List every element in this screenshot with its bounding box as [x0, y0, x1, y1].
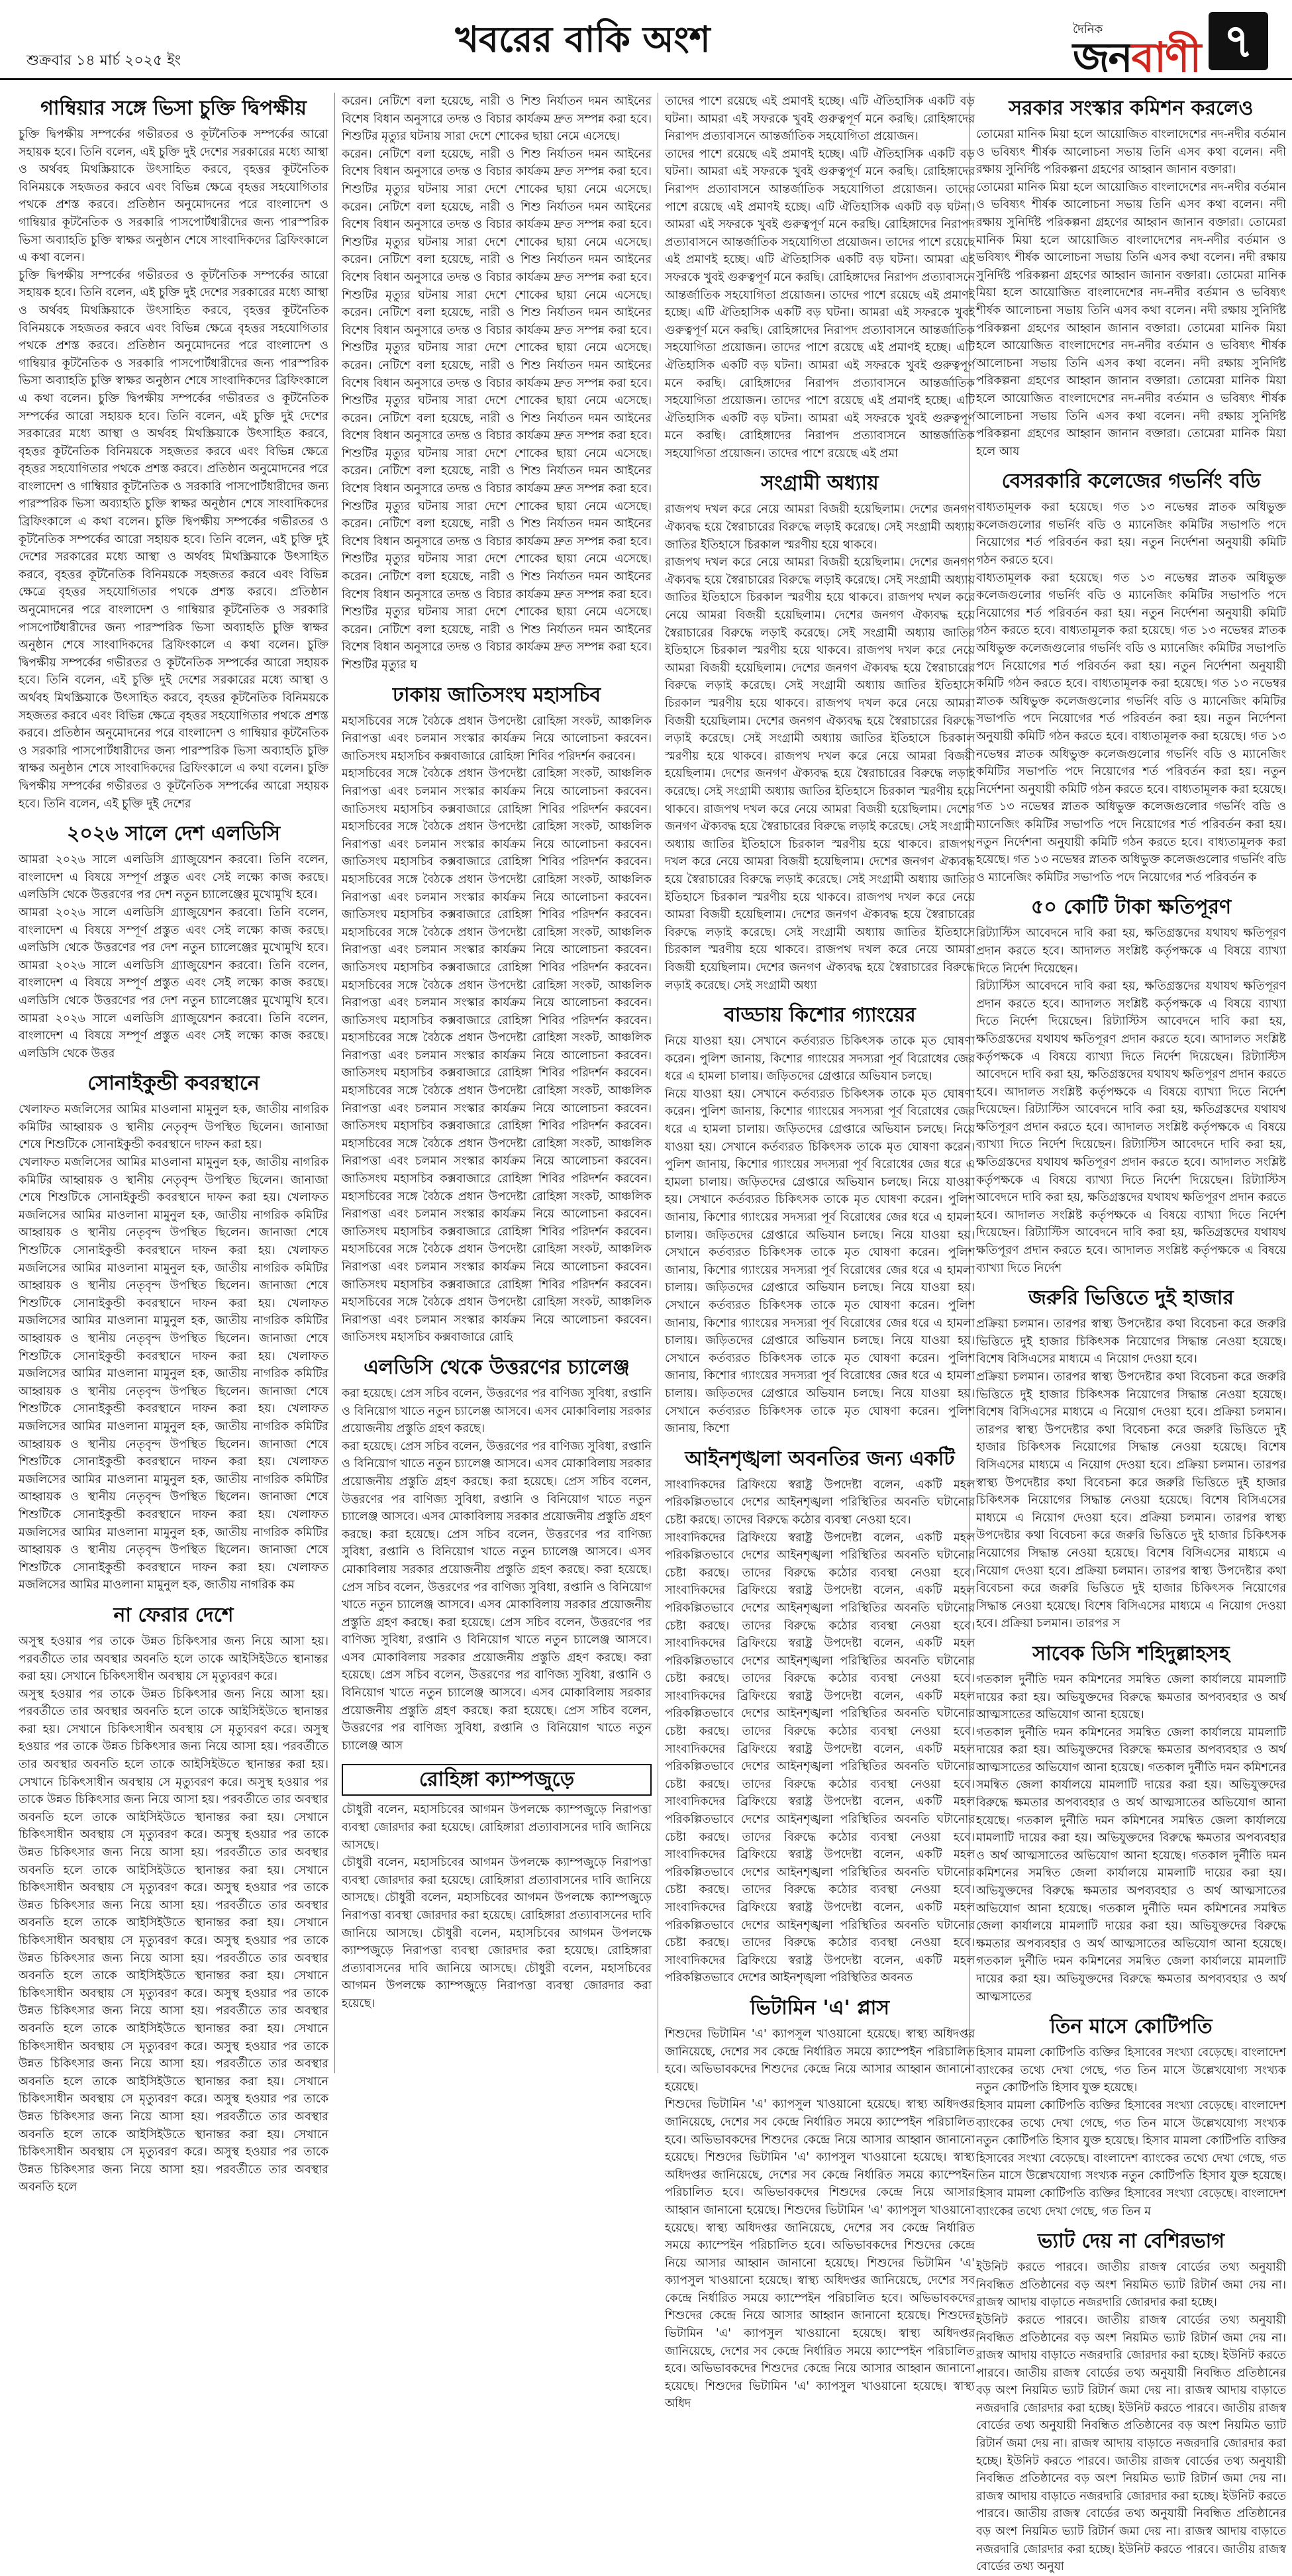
article-headline: জরুরি ভিত্তিতে দুই হাজার	[1028, 1286, 1234, 1310]
article	[976, 470, 1286, 886]
brand-name: জনবাণী	[1073, 33, 1201, 81]
article-continuation: চুক্তি দ্বিপক্ষীয় সম্পর্কের গভীরতর ও কূটনৈতিক সম্পর্কের আরো সহায়ক হবে। তিনি বলেন, এই চুক্তি দুই দেশের সরকারের মধ্যে আস্থা ও অর্থবহ মিথস্ক্রিয়াকে উৎসাহিত করবে, বৃহত্তর কূটনৈতিক বিনিময়কে সহজতর করবে এবং বিভিন্ন ক্ষেত্রে বৃহত্তর সহযোগিতার পথকে প্রশস্ত করবে। প্রতিষ্ঠান অনুমোদনের পরে বাংলাদেশ ও গাম্বিয়ার কূটনৈতিক ও সরকারি পাসপোর্টধারীদের জন্য পারস্পরিক ভিসা অব্যাহতি চুক্তি স্বাক্ষর অনুষ্ঠান শেষে সাংবাদিকদের ব্রিফিংকালে এ কথা বলেন। চুক্তি দ্বিপক্ষীয় সম্পর্কের গভীরতর ও কূটনৈতিক সম্পর্কের আরো সহায়ক হবে। তিনি বলেন, এই চুক্তি দুই দেশের সরকারের মধ্যে আস্থা ও অর্থবহ মিথস্ক্রিয়াকে উৎসাহিত করবে, বৃহত্তর কূটনৈতিক বিনিময়কে সহজতর করবে এবং বিভিন্ন ক্ষেত্রে বৃহত্তর সহযোগিতার পথকে প্রশস্ত করবে। প্রতিষ্ঠান অনুমোদনের পরে বাংলাদেশ ও গাম্বিয়ার কূটনৈতিক ও সরকারি পাসপোর্টধারীদের জন্য পারস্পরিক ভিসা অব্যাহতি চুক্তি স্বাক্ষর অনুষ্ঠান শেষে সাংবাদিকদের ব্রিফিংকালে এ কথা বলেন। চুক্তি দ্বিপক্ষীয় সম্পর্কের গভীরতর ও কূটনৈতিক সম্পর্কের আরো সহায়ক হবে। তিনি বলেন, এই চুক্তি দুই দেশের সরকারের মধ্যে আস্থা ও অর্থবহ মিথস্ক্রিয়াকে উৎসাহিত করবে, বৃহত্তর কূটনৈতিক বিনিময়কে সহজতর করবে এবং বিভিন্ন ক্ষেত্রে বৃহত্তর সহযোগিতার পথকে প্রশস্ত করবে। প্রতিষ্ঠান অনুমোদনের পরে বাংলাদেশ ও গাম্বিয়ার কূটনৈতিক ও সরকারি পাসপোর্টধারীদের জন্য পারস্পরিক ভিসা অব্যাহতি চুক্তি স্বাক্ষর অনুষ্ঠান শেষে সাংবাদিকদের ব্রিফিংকালে এ কথা বলেন। চুক্তি দ্বিপক্ষীয় সম্পর্কের গভীরতর ও কূটনৈতিক সম্পর্কের আরো সহায়ক হবে। তিনি বলেন, এই চুক্তি দুই দেশের সরকারের মধ্যে আস্থা ও অর্থবহ মিথস্ক্রিয়াকে উৎসাহিত করবে, বৃহত্তর কূটনৈতিক বিনিময়কে সহজতর করবে এবং বিভিন্ন ক্ষেত্রে বৃহত্তর সহযোগিতার পথকে প্রশস্ত করবে। প্রতিষ্ঠান অনুমোদনের পরে বাংলাদেশ ও গাম্বিয়ার কূটনৈতিক ও সরকারি পাসপোর্টধারীদের জন্য পারস্পরিক ভিসা অব্যাহতি চুক্তি স্বাক্ষর অনুষ্ঠান শেষে সাংবাদিকদের ব্রিফিংকালে এ কথা বলেন। চুক্তি দ্বিপক্ষীয় সম্পর্কের গভীরতর ও কূটনৈতিক সম্পর্কের আরো সহায়ক হবে। তিনি বলেন, এই চুক্তি দুই দেশের	[19, 268, 328, 811]
article	[19, 1604, 328, 2196]
article-body: করেন। নেটিশে বলা হয়েছে, নারী ও শিশু নির্যাতন দমন আইনের বিশেষ বিধান অনুসারে তদন্ত ও বিচার কার্যক্রম দ্রুত সম্পন্ন করা হবে। শিশুটির মৃত্যুর ঘটনায় সারা দেশে শোকের ছায়া নেমে এসেছে।	[342, 95, 652, 144]
article-continuation: হিসাব মামলা কোটিপতি ব্যক্তির হিসাবের সংখ্যা বেড়েছে। বাংলাদেশ ব্যাংকের তথ্যে দেখা গেছে, গত তিন মাসে উল্লেখযোগ্য সংখ্যক নতুন কোটিপতি হিসাব যুক্ত হয়েছে। হিসাব মামলা কোটিপতি ব্যক্তির হিসাবের সংখ্যা বেড়েছে। বাংলাদেশ ব্যাংকের তথ্যে দেখা গেছে, গত তিন মাসে উল্লেখযোগ্য সংখ্যক নতুন কোটিপতি হিসাব যুক্ত হয়েছে। হিসাব মামলা কোটিপতি ব্যক্তির হিসাবের সংখ্যা বেড়েছে। বাংলাদেশ ব্যাংকের তথ্যে দেখা গেছে, গত তিন ম	[976, 2098, 1286, 2218]
article-headline: সোনাইকুন্ডী কবরস্থানে	[87, 1072, 260, 1096]
article	[976, 1286, 1286, 1633]
article-continuation: প্রক্রিয়া চলমান। তারপর স্বাস্থ্য উপদেষ্টার কথা বিবেচনা করে জরুরি ভিত্তিতে দুই হাজার চিকিৎসক নিয়োগের সিদ্ধান্ত নেওয়া হয়েছে। বিশেষ বিসিএসের মাধ্যমে এ নিয়োগ দেওয়া হবে। প্রক্রিয়া চলমান। তারপর স্বাস্থ্য উপদেষ্টার কথা বিবেচনা করে জরুরি ভিত্তিতে দুই হাজার চিকিৎসক নিয়োগের সিদ্ধান্ত নেওয়া হয়েছে। বিশেষ বিসিএসের মাধ্যমে এ নিয়োগ দেওয়া হবে। প্রক্রিয়া চলমান। তারপর স্বাস্থ্য উপদেষ্টার কথা বিবেচনা করে জরুরি ভিত্তিতে দুই হাজার চিকিৎসক নিয়োগের সিদ্ধান্ত নেওয়া হয়েছে। বিশেষ বিসিএসের মাধ্যমে এ নিয়োগ দেওয়া হবে। প্রক্রিয়া চলমান। তারপর স্বাস্থ্য উপদেষ্টার কথা বিবেচনা করে জরুরি ভিত্তিতে দুই হাজার চিকিৎসক নিয়োগের সিদ্ধান্ত নেওয়া হয়েছে। বিশেষ বিসিএসের মাধ্যমে এ নিয়োগ দেওয়া হবে। প্রক্রিয়া চলমান। তারপর স্বাস্থ্য উপদেষ্টার কথা বিবেচনা করে জরুরি ভিত্তিতে দুই হাজার চিকিৎসক নিয়োগের সিদ্ধান্ত নেওয়া হয়েছে। বিশেষ বিসিএসের মাধ্যমে এ নিয়োগ দেওয়া হবে। প্রক্রিয়া চলমান। তারপর স	[976, 1370, 1286, 1631]
article-continuation: রিট্যাস্টিস আবেদনে দাবি করা হয়, ক্ষতিগ্রস্তদের যথাযথ ক্ষতিপূরণ প্রদান করতে হবে। আদালত সংশ্লিষ্ট কর্তৃপক্ষকে এ বিষয়ে ব্যাখ্যা দিতে নির্দেশ দিয়েছেন। রিট্যাস্টিস আবেদনে দাবি করা হয়, ক্ষতিগ্রস্তদের যথাযথ ক্ষতিপূরণ প্রদান করতে হবে। আদালত সংশ্লিষ্ট কর্তৃপক্ষকে এ বিষয়ে ব্যাখ্যা দিতে নির্দেশ দিয়েছেন। রিট্যাস্টিস আবেদনে দাবি করা হয়, ক্ষতিগ্রস্তদের যথাযথ ক্ষতিপূরণ প্রদান করতে হবে। আদালত সংশ্লিষ্ট কর্তৃপক্ষকে এ বিষয়ে ব্যাখ্যা দিতে নির্দেশ দিয়েছেন। রিট্যাস্টিস আবেদনে দাবি করা হয়, ক্ষতিগ্রস্তদের যথাযথ ক্ষতিপূরণ প্রদান করতে হবে। আদালত সংশ্লিষ্ট কর্তৃপক্ষকে এ বিষয়ে ব্যাখ্যা দিতে নির্দেশ দিয়েছেন। রিট্যাস্টিস আবেদনে দাবি করা হয়, ক্ষতিগ্রস্তদের যথাযথ ক্ষতিপূরণ প্রদান করতে হবে। আদালত সংশ্লিষ্ট কর্তৃপক্ষকে এ বিষয়ে ব্যাখ্যা দিতে নির্দেশ দিয়েছেন। রিট্যাস্টিস আবেদনে দাবি করা হয়, ক্ষতিগ্রস্তদের যথাযথ ক্ষতিপূরণ প্রদান করতে হবে। আদালত সংশ্লিষ্ট কর্তৃপক্ষকে এ বিষয়ে ব্যাখ্যা দিতে নির্দেশ দিয়েছেন। রিট্যাস্টিস আবেদনে দাবি করা হয়, ক্ষতিগ্রস্তদের যথাযথ ক্ষতিপূরণ প্রদান করতে হবে। আদালত সংশ্লিষ্ট কর্তৃপক্ষকে এ বিষয়ে ব্যাখ্যা দিতে নির্দেশ	[976, 980, 1286, 1275]
brand-prefix: দৈনিক	[1073, 23, 1103, 36]
column-divider	[334, 93, 335, 2073]
article-headline: সাবেক ডিসি শহিদুল্লাহসহ	[1032, 1641, 1230, 1665]
masthead	[0, 0, 1292, 80]
article-headline: ভ্যাট দেয় না বেশিরভাগ	[1037, 2230, 1225, 2253]
article-headline: আইনশৃঙ্খলা অবনতির জন্য একটি	[685, 1447, 955, 1470]
article-body: করা হয়েছে। প্রেস সচিব বলেন, উত্তরণের পর বাণিজ্য সুবিধা, রপ্তানি ও বিনিয়োগ খাতে নতুন চ্যালেঞ্জ আসবে। এসব মোকাবিলায় সরকার প্রয়োজনীয় প্রস্তুতি গ্রহণ করছে।	[342, 1386, 652, 1436]
article-continuation: তাদের পাশে রয়েছে এই প্রমাণই হচ্ছে। এটি ঐতিহাসিক একটি বড় ঘটনা। আমরা এই সফরকে খুবই গুরুত্বপূর্ণ মনে করছি। রোহিঙ্গাদের নিরাপদ প্রত্যাবাসনে আন্তর্জাতিক সহযোগিতা প্রয়োজন। তাদের পাশে রয়েছে এই প্রমাণই হচ্ছে। এটি ঐতিহাসিক একটি বড় ঘটনা। আমরা এই সফরকে খুবই গুরুত্বপূর্ণ মনে করছি। রোহিঙ্গাদের নিরাপদ প্রত্যাবাসনে আন্তর্জাতিক সহযোগিতা প্রয়োজন। তাদের পাশে রয়েছে এই প্রমাণই হচ্ছে। এটি ঐতিহাসিক একটি বড় ঘটনা। আমরা এই সফরকে খুবই গুরুত্বপূর্ণ মনে করছি। রোহিঙ্গাদের নিরাপদ প্রত্যাবাসনে আন্তর্জাতিক সহযোগিতা প্রয়োজন। তাদের পাশে রয়েছে এই প্রমাণই হচ্ছে। এটি ঐতিহাসিক একটি বড় ঘটনা। আমরা এই সফরকে খুবই গুরুত্বপূর্ণ মনে করছি। রোহিঙ্গাদের নিরাপদ প্রত্যাবাসনে আন্তর্জাতিক সহযোগিতা প্রয়োজন। তাদের পাশে রয়েছে এই প্রমাণই হচ্ছে। এটি ঐতিহাসিক একটি বড় ঘটনা। আমরা এই সফরকে খুবই গুরুত্বপূর্ণ মনে করছি। রোহিঙ্গাদের নিরাপদ প্রত্যাবাসনে আন্তর্জাতিক সহযোগিতা প্রয়োজন। তাদের পাশে রয়েছে এই প্রমাণই হচ্ছে। এটি ঐতিহাসিক একটি বড় ঘটনা। আমরা এই সফরকে খুবই গুরুত্বপূর্ণ মনে করছি। রোহিঙ্গাদের নিরাপদ প্রত্যাবাসনে আন্তর্জাতিক সহযোগিতা প্রয়োজন। তাদের পাশে রয়েছে এই প্রমা	[665, 147, 975, 460]
column-4	[976, 93, 1286, 2574]
article-body: শিশুদের ভিটামিন 'এ' ক্যাপসুল খাওয়ানো হয়েছে। স্বাস্থ্য অধিদপ্তর জানিয়েছে, দেশের সব কেন্দ্রে নির্ধারিত সময়ে ক্যাম্পেইন পরিচালিত হবে। অভিভাবকদের শিশুদের কেন্দ্রে নিয়ে আসার আহ্বান জানানো হয়েছে।	[665, 2027, 975, 2094]
article	[976, 1642, 1286, 2006]
article-body: রাজপথ দখল করে নেয়ে আমরা বিজয়ী হয়েছিলাম। দেশের জনগণ ঐক্যবদ্ধ হয়ে স্বৈরাচারের বিরুদ্ধে লড়াই করেছে। সেই সংগ্রামী অধ্যায় জাতির ইতিহাসে চিরকাল স্মরণীয় হয়ে থাকবে।	[665, 503, 975, 552]
section-title: খবরের বাকি অংশ	[455, 19, 711, 60]
column-1	[19, 93, 328, 2194]
article-body: বাধ্যতামূলক করা হয়েছে। গত ১৩ নভেম্বর স্নাতক অধিভুক্ত কলেজগুলোর গভর্নিং বডি ও ম্যানেজিং কমিটির সভাপতি পদে নিয়োগের শর্ত পরিবর্তন করা হয়। নতুন নির্দেশনা অনুযায়ী কমিটি গঠন করতে হবে।	[976, 501, 1286, 568]
article-continuation: খেলাফত মজলিসের আমির মাওলানা মামুনুল হক, জাতীয় নাগরিক কমিটির আহ্বায়ক ও স্থানীয় নেতৃবৃন্দ উপস্থিত ছিলেন। জানাজা শেষে শিশুটিকে সোনাইকুন্ডী কবরস্থানে দাফন করা হয়। খেলাফত মজলিসের আমির মাওলানা মামুনুল হক, জাতীয় নাগরিক কমিটির আহ্বায়ক ও স্থানীয় নেতৃবৃন্দ উপস্থিত ছিলেন। জানাজা শেষে শিশুটিকে সোনাইকুন্ডী কবরস্থানে দাফন করা হয়। খেলাফত মজলিসের আমির মাওলানা মামুনুল হক, জাতীয় নাগরিক কমিটির আহ্বায়ক ও স্থানীয় নেতৃবৃন্দ উপস্থিত ছিলেন। জানাজা শেষে শিশুটিকে সোনাইকুন্ডী কবরস্থানে দাফন করা হয়। খেলাফত মজলিসের আমির মাওলানা মামুনুল হক, জাতীয় নাগরিক কমিটির আহ্বায়ক ও স্থানীয় নেতৃবৃন্দ উপস্থিত ছিলেন। জানাজা শেষে শিশুটিকে সোনাইকুন্ডী কবরস্থানে দাফন করা হয়। খেলাফত মজলিসের আমির মাওলানা মামুনুল হক, জাতীয় নাগরিক কমিটির আহ্বায়ক ও স্থানীয় নেতৃবৃন্দ উপস্থিত ছিলেন। জানাজা শেষে শিশুটিকে সোনাইকুন্ডী কবরস্থানে দাফন করা হয়। খেলাফত মজলিসের আমির মাওলানা মামুনুল হক, জাতীয় নাগরিক কমিটির আহ্বায়ক ও স্থানীয় নেতৃবৃন্দ উপস্থিত ছিলেন। জানাজা শেষে শিশুটিকে সোনাইকুন্ডী কবরস্থানে দাফন করা হয়। খেলাফত মজলিসের আমির মাওলানা মামুনুল হক, জাতীয় নাগরিক কমিটির আহ্বায়ক ও স্থানীয় নেতৃবৃন্দ উপস্থিত ছিলেন। জানাজা শেষে শিশুটিকে সোনাইকুন্ডী কবরস্থানে দাফন করা হয়। খেলাফত মজলিসের আমির মাওলানা মামুনুল হক, জাতীয় নাগরিক কমিটির আহ্বায়ক ও স্থানীয় নেতৃবৃন্দ উপস্থিত ছিলেন। জানাজা শেষে শিশুটিকে সোনাইকুন্ডী কবরস্থানে দাফন করা হয়। খেলাফত মজলিসের আমির মাওলানা মামুনুল হক, জাতীয় নাগরিক কম	[19, 1156, 328, 1592]
article	[19, 97, 328, 813]
article-continuation: ইউনিট করতে পারবে। জাতীয় রাজস্ব বোর্ডের তথ্য অনুযায়ী নিবন্ধিত প্রতিষ্ঠানের বড় অংশ নিয়মিত ভ্যাট রিটার্ন জমা দেয় না। রাজস্ব আদায় বাড়াতে নজরদারি জোরদার করা হচ্ছে। ইউনিট করতে পারবে। জাতীয় রাজস্ব বোর্ডের তথ্য অনুযায়ী নিবন্ধিত প্রতিষ্ঠানের বড় অংশ নিয়মিত ভ্যাট রিটার্ন জমা দেয় না। রাজস্ব আদায় বাড়াতে নজরদারি জোরদার করা হচ্ছে। ইউনিট করতে পারবে। জাতীয় রাজস্ব বোর্ডের তথ্য অনুযায়ী নিবন্ধিত প্রতিষ্ঠানের বড় অংশ নিয়মিত ভ্যাট রিটার্ন জমা দেয় না। রাজস্ব আদায় বাড়াতে নজরদারি জোরদার করা হচ্ছে। ইউনিট করতে পারবে। জাতীয় রাজস্ব বোর্ডের তথ্য অনুযায়ী নিবন্ধিত প্রতিষ্ঠানের বড় অংশ নিয়মিত ভ্যাট রিটার্ন জমা দেয় না। রাজস্ব আদায় বাড়াতে নজরদারি জোরদার করা হচ্ছে। ইউনিট করতে পারবে। জাতীয় রাজস্ব বোর্ডের তথ্য অনুযায়ী নিবন্ধিত প্রতিষ্ঠানের বড় অংশ নিয়মিত ভ্যাট রিটার্ন জমা দেয় না। রাজস্ব আদায় বাড়াতে নজরদারি জোরদার করা হচ্ছে। ইউনিট করতে পারবে। জাতীয় রাজস্ব বোর্ডের তথ্য অনুযা	[976, 2313, 1286, 2574]
article-headline: রোহিঙ্গা ক্যাম্পজুড়ে	[342, 1764, 652, 1796]
article-continuation: গতকাল দুর্নীতি দমন কমিশনের সমন্বিত জেলা কার্যালয়ে মামলাটি দায়ের করা হয়। অভিযুক্তদের বিরুদ্ধে ক্ষমতার অপব্যবহার ও অর্থ আত্মসাতের অভিযোগ আনা হয়েছে। গতকাল দুর্নীতি দমন কমিশনের সমন্বিত জেলা কার্যালয়ে মামলাটি দায়ের করা হয়। অভিযুক্তদের বিরুদ্ধে ক্ষমতার অপব্যবহার ও অর্থ আত্মসাতের অভিযোগ আনা হয়েছে। গতকাল দুর্নীতি দমন কমিশনের সমন্বিত জেলা কার্যালয়ে মামলাটি দায়ের করা হয়। অভিযুক্তদের বিরুদ্ধে ক্ষমতার অপব্যবহার ও অর্থ আত্মসাতের অভিযোগ আনা হয়েছে। গতকাল দুর্নীতি দমন কমিশনের সমন্বিত জেলা কার্যালয়ে মামলাটি দায়ের করা হয়। অভিযুক্তদের বিরুদ্ধে ক্ষমতার অপব্যবহার ও অর্থ আত্মসাতের অভিযোগ আনা হয়েছে। গতকাল দুর্নীতি দমন কমিশনের সমন্বিত জেলা কার্যালয়ে মামলাটি দায়ের করা হয়। অভিযুক্তদের বিরুদ্ধে ক্ষমতার অপব্যবহার ও অর্থ আত্মসাতের অভিযোগ আনা হয়েছে। গতকাল দুর্নীতি দমন কমিশনের সমন্বিত জেলা কার্যালয়ে মামলাটি দায়ের করা হয়। অভিযুক্তদের বিরুদ্ধে ক্ষমতার অপব্যবহার ও অর্থ আত্মসাতের	[976, 1726, 1286, 2004]
article	[665, 1447, 975, 1987]
article-headline: ২০২৬ সালে দেশ এলডিসি	[66, 822, 281, 846]
article-headline: ভিটামিন 'এ' প্লাস	[750, 1996, 890, 2020]
article-headline: বাড্ডায় কিশোর গ্যাংয়ের	[724, 1004, 916, 1027]
article-headline: ঢাকায় জাতিসংঘ মহাসচিব	[392, 683, 601, 707]
article-body: নিয়ে যাওয়া হয়। সেখানে কর্তব্যরত চিকিৎসক তাকে মৃত ঘোষণা করেন। পুলিশ জানায়, কিশোর গ্যাংয়ের সদস্যরা পূর্ব বিরোধের জের ধরে এ হামলা চালায়। জড়িতদের গ্রেপ্তারে অভিযান চলছে।	[665, 1035, 975, 1084]
article-headline: গাম্বিয়ার সঙ্গে ভিসা চুক্তি দ্বিপক্ষীয়	[40, 97, 307, 120]
article-continuation: তোমেরা মানিক মিয়া হলে আয়োজিত বাংলাদেশের নদ-নদীর বর্তমান ও ভবিষ্যৎ শীর্ষক আলোচনা সভায় তিনি এসব কথা বলেন। নদী রক্ষায় সুনির্দিষ্ট পরিকল্পনা গ্রহণের আহ্বান জানান বক্তারা। তোমেরা মানিক মিয়া হলে আয়োজিত বাংলাদেশের নদ-নদীর বর্তমান ও ভবিষ্যৎ শীর্ষক আলোচনা সভায় তিনি এসব কথা বলেন। নদী রক্ষায় সুনির্দিষ্ট পরিকল্পনা গ্রহণের আহ্বান জানান বক্তারা। তোমেরা মানিক মিয়া হলে আয়োজিত বাংলাদেশের নদ-নদীর বর্তমান ও ভবিষ্যৎ শীর্ষক আলোচনা সভায় তিনি এসব কথা বলেন। নদী রক্ষায় সুনির্দিষ্ট পরিকল্পনা গ্রহণের আহ্বান জানান বক্তারা। তোমেরা মানিক মিয়া হলে আয়োজিত বাংলাদেশের নদ-নদীর বর্তমান ও ভবিষ্যৎ শীর্ষক আলোচনা সভায় তিনি এসব কথা বলেন। নদী রক্ষায় সুনির্দিষ্ট পরিকল্পনা গ্রহণের আহ্বান জানান বক্তারা। তোমেরা মানিক মিয়া হলে আয়োজিত বাংলাদেশের নদ-নদীর বর্তমান ও ভবিষ্যৎ শীর্ষক আলোচনা সভায় তিনি এসব কথা বলেন। নদী রক্ষায় সুনির্দিষ্ট পরিকল্পনা গ্রহণের আহ্বান জানান বক্তারা। তোমেরা মানিক মিয়া হলে আয	[976, 180, 1286, 458]
article	[19, 822, 328, 1062]
article	[976, 2015, 1286, 2220]
article	[976, 896, 1286, 1277]
article-continuation: বাধ্যতামূলক করা হয়েছে। গত ১৩ নভেম্বর স্নাতক অধিভুক্ত কলেজগুলোর গভর্নিং বডি ও ম্যানেজিং কমিটির সভাপতি পদে নিয়োগের শর্ত পরিবর্তন করা হয়। নতুন নির্দেশনা অনুযায়ী কমিটি গঠন করতে হবে। বাধ্যতামূলক করা হয়েছে। গত ১৩ নভেম্বর স্নাতক অধিভুক্ত কলেজগুলোর গভর্নিং বডি ও ম্যানেজিং কমিটির সভাপতি পদে নিয়োগের শর্ত পরিবর্তন করা হয়। নতুন নির্দেশনা অনুযায়ী কমিটি গঠন করতে হবে। বাধ্যতামূলক করা হয়েছে। গত ১৩ নভেম্বর স্নাতক অধিভুক্ত কলেজগুলোর গভর্নিং বডি ও ম্যানেজিং কমিটির সভাপতি পদে নিয়োগের শর্ত পরিবর্তন করা হয়। নতুন নির্দেশনা অনুযায়ী কমিটি গঠন করতে হবে। বাধ্যতামূলক করা হয়েছে। গত ১৩ নভেম্বর স্নাতক অধিভুক্ত কলেজগুলোর গভর্নিং বডি ও ম্যানেজিং কমিটির সভাপতি পদে নিয়োগের শর্ত পরিবর্তন করা হয়। নতুন নির্দেশনা অনুযায়ী কমিটি গঠন করতে হবে। বাধ্যতামূলক করা হয়েছে। গত ১৩ নভেম্বর স্নাতক অধিভুক্ত কলেজগুলোর গভর্নিং বডি ও ম্যানেজিং কমিটির সভাপতি পদে নিয়োগের শর্ত পরিবর্তন করা হয়। নতুন নির্দেশনা অনুযায়ী কমিটি গঠন করতে হবে। বাধ্যতামূলক করা হয়েছে। গত ১৩ নভেম্বর স্নাতক অধিভুক্ত কলেজগুলোর গভর্নিং বডি ও ম্যানেজিং কমিটির সভাপতি পদে নিয়োগের শর্ত পরিবর্তন ক	[976, 571, 1286, 884]
article-continuation: মহাসচিবের সঙ্গে বৈঠকে প্রধান উপদেষ্টা রোহিঙ্গা সংকট, আঞ্চলিক নিরাপত্তা এবং চলমান সংস্কার কার্যক্রম নিয়ে আলোচনা করবেন। জাতিসংঘ মহাসচিব কক্সবাজারে রোহিঙ্গা শিবির পরিদর্শন করবেন। মহাসচিবের সঙ্গে বৈঠকে প্রধান উপদেষ্টা রোহিঙ্গা সংকট, আঞ্চলিক নিরাপত্তা এবং চলমান সংস্কার কার্যক্রম নিয়ে আলোচনা করবেন। জাতিসংঘ মহাসচিব কক্সবাজারে রোহিঙ্গা শিবির পরিদর্শন করবেন। মহাসচিবের সঙ্গে বৈঠকে প্রধান উপদেষ্টা রোহিঙ্গা সংকট, আঞ্চলিক নিরাপত্তা এবং চলমান সংস্কার কার্যক্রম নিয়ে আলোচনা করবেন। জাতিসংঘ মহাসচিব কক্সবাজারে রোহিঙ্গা শিবির পরিদর্শন করবেন। মহাসচিবের সঙ্গে বৈঠকে প্রধান উপদেষ্টা রোহিঙ্গা সংকট, আঞ্চলিক নিরাপত্তা এবং চলমান সংস্কার কার্যক্রম নিয়ে আলোচনা করবেন। জাতিসংঘ মহাসচিব কক্সবাজারে রোহিঙ্গা শিবির পরিদর্শন করবেন। মহাসচিবের সঙ্গে বৈঠকে প্রধান উপদেষ্টা রোহিঙ্গা সংকট, আঞ্চলিক নিরাপত্তা এবং চলমান সংস্কার কার্যক্রম নিয়ে আলোচনা করবেন। জাতিসংঘ মহাসচিব কক্সবাজারে রোহিঙ্গা শিবির পরিদর্শন করবেন। মহাসচিবের সঙ্গে বৈঠকে প্রধান উপদেষ্টা রোহিঙ্গা সংকট, আঞ্চলিক নিরাপত্তা এবং চলমান সংস্কার কার্যক্রম নিয়ে আলোচনা করবেন। জাতিসংঘ মহাসচিব কক্সবাজারে রোহিঙ্গা শিবির পরিদর্শন করবেন। মহাসচিবের সঙ্গে বৈঠকে প্রধান উপদেষ্টা রোহিঙ্গা সংকট, আঞ্চলিক নিরাপত্তা এবং চলমান সংস্কার কার্যক্রম নিয়ে আলোচনা করবেন। জাতিসংঘ মহাসচিব কক্সবাজারে রোহিঙ্গা শিবির পরিদর্শন করবেন। মহাসচিবের সঙ্গে বৈঠকে প্রধান উপদেষ্টা রোহিঙ্গা সংকট, আঞ্চলিক নিরাপত্তা এবং চলমান সংস্কার কার্যক্রম নিয়ে আলোচনা করবেন। জাতিসংঘ মহাসচিব কক্সবাজারে রোহিঙ্গা শিবির পরিদর্শন করবেন। মহাসচিবের সঙ্গে বৈঠকে প্রধান উপদেষ্টা রোহিঙ্গা সংকট, আঞ্চলিক নিরাপত্তা এবং চলমান সংস্কার কার্যক্রম নিয়ে আলোচনা করবেন। জাতিসংঘ মহাসচিব কক্সবাজারে রোহিঙ্গা শিবির পরিদর্শন করবেন। মহাসচিবের সঙ্গে বৈঠকে প্রধান উপদেষ্টা রোহিঙ্গা সংকট, আঞ্চলিক নিরাপত্তা এবং চলমান সংস্কার কার্যক্রম নিয়ে আলোচনা করবেন। জাতিসংঘ মহাসচিব কক্সবাজারে রোহিঙ্গা শিবির পরিদর্শন করবেন। মহাসচিবের সঙ্গে বৈঠকে প্রধান উপদেষ্টা রোহিঙ্গা সংকট, আঞ্চলিক নিরাপত্তা এবং চলমান সংস্কার কার্যক্রম নিয়ে আলোচনা করবেন। জাতিসংঘ মহাসচিব কক্সবাজারে রোহি	[342, 767, 652, 1345]
article-body: মহাসচিবের সঙ্গে বৈঠকে প্রধান উপদেষ্টা রোহিঙ্গা সংকট, আঞ্চলিক নিরাপত্তা এবং চলমান সংস্কার কার্যক্রম নিয়ে আলোচনা করবেন। জাতিসংঘ মহাসচিব কক্সবাজারে রোহিঙ্গা শিবির পরিদর্শন করবেন।	[342, 714, 652, 763]
article	[665, 472, 975, 994]
article-headline: সংগ্রামী অধ্যায়	[761, 472, 879, 495]
article-body: চুক্তি দ্বিপক্ষীয় সম্পর্কের গভীরতর ও কূটনৈতিক সম্পর্কের আরো সহায়ক হবে। তিনি বলেন, এই চুক্তি দুই দেশের সরকারের মধ্যে আস্থা ও অর্থবহ মিথস্ক্রিয়াকে উৎসাহিত করবে, বৃহত্তর কূটনৈতিক বিনিময়কে সহজতর করবে এবং বিভিন্ন ক্ষেত্রে বৃহত্তর সহযোগিতার পথকে প্রশস্ত করবে। প্রতিষ্ঠান অনুমোদনের পরে বাংলাদেশ ও গাম্বিয়ার কূটনৈতিক ও সরকারি পাসপোর্টধারীদের জন্য পারস্পরিক ভিসা অব্যাহতি চুক্তি স্বাক্ষর অনুষ্ঠান শেষে সাংবাদিকদের ব্রিফিংকালে এ কথা বলেন।	[19, 128, 328, 265]
article-continuation: শিশুদের ভিটামিন 'এ' ক্যাপসুল খাওয়ানো হয়েছে। স্বাস্থ্য অধিদপ্তর জানিয়েছে, দেশের সব কেন্দ্রে নির্ধারিত সময়ে ক্যাম্পেইন পরিচালিত হবে। অভিভাবকদের শিশুদের কেন্দ্রে নিয়ে আসার আহ্বান জানানো হয়েছে। শিশুদের ভিটামিন 'এ' ক্যাপসুল খাওয়ানো হয়েছে। স্বাস্থ্য অধিদপ্তর জানিয়েছে, দেশের সব কেন্দ্রে নির্ধারিত সময়ে ক্যাম্পেইন পরিচালিত হবে। অভিভাবকদের শিশুদের কেন্দ্রে নিয়ে আসার আহ্বান জানানো হয়েছে। শিশুদের ভিটামিন 'এ' ক্যাপসুল খাওয়ানো হয়েছে। স্বাস্থ্য অধিদপ্তর জানিয়েছে, দেশের সব কেন্দ্রে নির্ধারিত সময়ে ক্যাম্পেইন পরিচালিত হবে। অভিভাবকদের শিশুদের কেন্দ্রে নিয়ে আসার আহ্বান জানানো হয়েছে। শিশুদের ভিটামিন 'এ' ক্যাপসুল খাওয়ানো হয়েছে। স্বাস্থ্য অধিদপ্তর জানিয়েছে, দেশের সব কেন্দ্রে নির্ধারিত সময়ে ক্যাম্পেইন পরিচালিত হবে। অভিভাবকদের শিশুদের কেন্দ্রে নিয়ে আসার আহ্বান জানানো হয়েছে। শিশুদের ভিটামিন 'এ' ক্যাপসুল খাওয়ানো হয়েছে। স্বাস্থ্য অধিদপ্তর জানিয়েছে, দেশের সব কেন্দ্রে নির্ধারিত সময়ে ক্যাম্পেইন পরিচালিত হবে। অভিভাবকদের শিশুদের কেন্দ্রে নিয়ে আসার আহ্বান জানানো হয়েছে। শিশুদের ভিটামিন 'এ' ক্যাপসুল খাওয়ানো হয়েছে। স্বাস্থ্য অধিদ	[665, 2098, 975, 2411]
page-number: ৭	[1209, 12, 1268, 70]
article-headline: এলডিসি থেকে উত্তরণের চ্যালেঞ্জ	[364, 1355, 630, 1379]
article	[342, 1764, 652, 2012]
article-continuation: সাংবাদিকদের ব্রিফিংয়ে স্বরাষ্ট্র উপদেষ্টা বলেন, একটি মহল পরিকল্পিতভাবে দেশের আইনশৃঙ্খলা পরিস্থিতির অবনতি ঘটানোর চেষ্টা করছে। তাদের বিরুদ্ধে কঠোর ব্যবস্থা নেওয়া হবে। সাংবাদিকদের ব্রিফিংয়ে স্বরাষ্ট্র উপদেষ্টা বলেন, একটি মহল পরিকল্পিতভাবে দেশের আইনশৃঙ্খলা পরিস্থিতির অবনতি ঘটানোর চেষ্টা করছে। তাদের বিরুদ্ধে কঠোর ব্যবস্থা নেওয়া হবে। সাংবাদিকদের ব্রিফিংয়ে স্বরাষ্ট্র উপদেষ্টা বলেন, একটি মহল পরিকল্পিতভাবে দেশের আইনশৃঙ্খলা পরিস্থিতির অবনতি ঘটানোর চেষ্টা করছে। তাদের বিরুদ্ধে কঠোর ব্যবস্থা নেওয়া হবে। সাংবাদিকদের ব্রিফিংয়ে স্বরাষ্ট্র উপদেষ্টা বলেন, একটি মহল পরিকল্পিতভাবে দেশের আইনশৃঙ্খলা পরিস্থিতির অবনতি ঘটানোর চেষ্টা করছে। তাদের বিরুদ্ধে কঠোর ব্যবস্থা নেওয়া হবে। সাংবাদিকদের ব্রিফিংয়ে স্বরাষ্ট্র উপদেষ্টা বলেন, একটি মহল পরিকল্পিতভাবে দেশের আইনশৃঙ্খলা পরিস্থিতির অবনতি ঘটানোর চেষ্টা করছে। তাদের বিরুদ্ধে কঠোর ব্যবস্থা নেওয়া হবে। সাংবাদিকদের ব্রিফিংয়ে স্বরাষ্ট্র উপদেষ্টা বলেন, একটি মহল পরিকল্পিতভাবে দেশের আইনশৃঙ্খলা পরিস্থিতির অবনতি ঘটানোর চেষ্টা করছে। তাদের বিরুদ্ধে কঠোর ব্যবস্থা নেওয়া হবে। সাংবাদিকদের ব্রিফিংয়ে স্বরাষ্ট্র উপদেষ্টা বলেন, একটি মহল পরিকল্পিতভাবে দেশের আইনশৃঙ্খলা পরিস্থিতির অবনতি ঘটানোর চেষ্টা করছে। তাদের বিরুদ্ধে কঠোর ব্যবস্থা নেওয়া হবে। সাংবাদিকদের ব্রিফিংয়ে স্বরাষ্ট্র উপদেষ্টা বলেন, একটি মহল পরিকল্পিতভাবে দেশের আইনশৃঙ্খলা পরিস্থিতির অবনতি ঘটানোর চেষ্টা করছে। তাদের বিরুদ্ধে কঠোর ব্যবস্থা নেওয়া হবে। সাংবাদিকদের ব্রিফিংয়ে স্বরাষ্ট্র উপদেষ্টা বলেন, একটি মহল পরিকল্পিতভাবে দেশের আইনশৃঙ্খলা পরিস্থিতির অবনত	[665, 1531, 975, 1985]
article-body: তোমেরা মানিক মিয়া হলে আয়োজিত বাংলাদেশের নদ-নদীর বর্তমান ও ভবিষ্যৎ শীর্ষক আলোচনা সভায় তিনি এসব কথা বলেন। নদী রক্ষায় সুনির্দিষ্ট পরিকল্পনা গ্রহণের আহ্বান জানান বক্তারা।	[976, 128, 1286, 177]
article	[342, 1356, 652, 1755]
article-headline: তিন মাসে কোটিপতি	[1050, 2015, 1213, 2039]
article-body: চৌধুরী বলেন, মহাসচিবের আগমন উপলক্ষে ক্যাম্পজুড়ে নিরাপত্তা ব্যবস্থা জোরদার করা হয়েছে। রোহিঙ্গারা প্রত্যাবাসনের দাবি জানিয়ে আসছে।	[342, 1803, 652, 1852]
article-body: সাংবাদিকদের ব্রিফিংয়ে স্বরাষ্ট্র উপদেষ্টা বলেন, একটি মহল পরিকল্পিতভাবে দেশের আইনশৃঙ্খলা পরিস্থিতির অবনতি ঘটানোর চেষ্টা করছে। তাদের বিরুদ্ধে কঠোর ব্যবস্থা নেওয়া হবে।	[665, 1478, 975, 1527]
article-body: অসুস্থ হওয়ার পর তাকে উন্নত চিকিৎসার জন্য নিয়ে আসা হয়। পরবর্তীতে তার অবস্থার অবনতি হলে তাকে আইসিইউতে স্থানান্তর করা হয়। সেখানে চিকিৎসাধীন অবস্থায় সে মৃত্যুবরণ করে।	[19, 1634, 328, 1684]
article-body: প্রক্রিয়া চলমান। তারপর স্বাস্থ্য উপদেষ্টার কথা বিবেচনা করে জরুরি ভিত্তিতে দুই হাজার চিকিৎসক নিয়োগের সিদ্ধান্ত নেওয়া হয়েছে। বিশেষ বিসিএসের মাধ্যমে এ নিয়োগ দেওয়া হবে।	[976, 1317, 1286, 1366]
article-headline: না ফেরার দেশে	[113, 1603, 234, 1627]
article-body: খেলাফত মজলিসের আমির মাওলানা মামুনুল হক, জাতীয় নাগরিক কমিটির আহ্বায়ক ও স্থানীয় নেতৃবৃন্দ উপস্থিত ছিলেন। জানাজা শেষে শিশুটিকে সোনাইকুন্ডী কবরস্থানে দাফন করা হয়।	[19, 1103, 328, 1152]
article	[19, 1072, 328, 1594]
article-continuation: নিয়ে যাওয়া হয়। সেখানে কর্তব্যরত চিকিৎসক তাকে মৃত ঘোষণা করেন। পুলিশ জানায়, কিশোর গ্যাংয়ের সদস্যরা পূর্ব বিরোধের জের ধরে এ হামলা চালায়। জড়িতদের গ্রেপ্তারে অভিযান চলছে। নিয়ে যাওয়া হয়। সেখানে কর্তব্যরত চিকিৎসক তাকে মৃত ঘোষণা করেন। পুলিশ জানায়, কিশোর গ্যাংয়ের সদস্যরা পূর্ব বিরোধের জের ধরে এ হামলা চালায়। জড়িতদের গ্রেপ্তারে অভিযান চলছে। নিয়ে যাওয়া হয়। সেখানে কর্তব্যরত চিকিৎসক তাকে মৃত ঘোষণা করেন। পুলিশ জানায়, কিশোর গ্যাংয়ের সদস্যরা পূর্ব বিরোধের জের ধরে এ হামলা চালায়। জড়িতদের গ্রেপ্তারে অভিযান চলছে। নিয়ে যাওয়া হয়। সেখানে কর্তব্যরত চিকিৎসক তাকে মৃত ঘোষণা করেন। পুলিশ জানায়, কিশোর গ্যাংয়ের সদস্যরা পূর্ব বিরোধের জের ধরে এ হামলা চালায়। জড়িতদের গ্রেপ্তারে অভিযান চলছে। নিয়ে যাওয়া হয়। সেখানে কর্তব্যরত চিকিৎসক তাকে মৃত ঘোষণা করেন। পুলিশ জানায়, কিশোর গ্যাংয়ের সদস্যরা পূর্ব বিরোধের জের ধরে এ হামলা চালায়। জড়িতদের গ্রেপ্তারে অভিযান চলছে। নিয়ে যাওয়া হয়। সেখানে কর্তব্যরত চিকিৎসক তাকে মৃত ঘোষণা করেন। পুলিশ জানায়, কিশোর গ্যাংয়ের সদস্যরা পূর্ব বিরোধের জের ধরে এ হামলা চালায়। জড়িতদের গ্রেপ্তারে অভিযান চলছে। নিয়ে যাওয়া হয়। সেখানে কর্তব্যরত চিকিৎসক তাকে মৃত ঘোষণা করেন। পুলিশ জানায়, কিশো	[665, 1087, 975, 1436]
article	[665, 1996, 975, 2413]
article-body: ইউনিট করতে পারবে। জাতীয় রাজস্ব বোর্ডের তথ্য অনুযায়ী নিবন্ধিত প্রতিষ্ঠানের বড় অংশ নিয়মিত ভ্যাট রিটার্ন জমা দেয় না। রাজস্ব আদায় বাড়াতে নজরদারি জোরদার করা হচ্ছে।	[976, 2261, 1286, 2310]
article-body: হিসাব মামলা কোটিপতি ব্যক্তির হিসাবের সংখ্যা বেড়েছে। বাংলাদেশ ব্যাংকের তথ্যে দেখা গেছে, গত তিন মাসে উল্লেখযোগ্য সংখ্যক নতুন কোটিপতি হিসাব যুক্ত হয়েছে।	[976, 2046, 1286, 2095]
article	[665, 1004, 975, 1438]
article-body: তাদের পাশে রয়েছে এই প্রমাণই হচ্ছে। এটি ঐতিহাসিক একটি বড় ঘটনা। আমরা এই সফরকে খুবই গুরুত্বপূর্ণ মনে করছি। রোহিঙ্গাদের নিরাপদ প্রত্যাবাসনে আন্তর্জাতিক সহযোগিতা প্রয়োজন।	[665, 95, 975, 144]
column-3	[665, 93, 975, 2411]
article-body: আমরা ২০২৬ সালে এলডিসি গ্র্যাজুয়েশন করবো। তিনি বলেন, বাংলাদেশ এ বিষয়ে সম্পূর্ণ প্রস্তুত এবং সেই লক্ষ্যে কাজ করছে। এলডিসি থেকে উত্তরণের পর দেশ নতুন চ্যালেঞ্জের মুখোমুখি হবে।	[19, 853, 328, 902]
article-headline: সরকার সংস্কার কমিশন করলেও	[1009, 97, 1254, 120]
article-headline: বেসরকারি কলেজের গভর্নিং বডি	[1001, 470, 1261, 493]
article-body: রিট্যাস্টিস আবেদনে দাবি করা হয়, ক্ষতিগ্রস্তদের যথাযথ ক্ষতিপূরণ প্রদান করতে হবে। আদালত সংশ্লিষ্ট কর্তৃপক্ষকে এ বিষয়ে ব্যাখ্যা দিতে নির্দেশ দিয়েছেন।	[976, 927, 1286, 976]
article-continuation: চৌধুরী বলেন, মহাসচিবের আগমন উপলক্ষে ক্যাম্পজুড়ে নিরাপত্তা ব্যবস্থা জোরদার করা হয়েছে। রোহিঙ্গারা প্রত্যাবাসনের দাবি জানিয়ে আসছে। চৌধুরী বলেন, মহাসচিবের আগমন উপলক্ষে ক্যাম্পজুড়ে নিরাপত্তা ব্যবস্থা জোরদার করা হয়েছে। রোহিঙ্গারা প্রত্যাবাসনের দাবি জানিয়ে আসছে। চৌধুরী বলেন, মহাসচিবের আগমন উপলক্ষে ক্যাম্পজুড়ে নিরাপত্তা ব্যবস্থা জোরদার করা হয়েছে। রোহিঙ্গারা প্রত্যাবাসনের দাবি জানিয়ে আসছে। চৌধুরী বলেন, মহাসচিবের আগমন উপলক্ষে ক্যাম্পজুড়ে নিরাপত্তা ব্যবস্থা জোরদার করা হয়েছে।	[342, 1856, 652, 2010]
article	[665, 93, 975, 462]
article-headline: ৫০ কোটি টাকা ক্ষতিপূরণ	[1030, 896, 1232, 919]
article	[342, 684, 652, 1347]
article-continuation: করা হয়েছে। প্রেস সচিব বলেন, উত্তরণের পর বাণিজ্য সুবিধা, রপ্তানি ও বিনিয়োগ খাতে নতুন চ্যালেঞ্জ আসবে। এসব মোকাবিলায় সরকার প্রয়োজনীয় প্রস্তুতি গ্রহণ করছে। করা হয়েছে। প্রেস সচিব বলেন, উত্তরণের পর বাণিজ্য সুবিধা, রপ্তানি ও বিনিয়োগ খাতে নতুন চ্যালেঞ্জ আসবে। এসব মোকাবিলায় সরকার প্রয়োজনীয় প্রস্তুতি গ্রহণ করছে। করা হয়েছে। প্রেস সচিব বলেন, উত্তরণের পর বাণিজ্য সুবিধা, রপ্তানি ও বিনিয়োগ খাতে নতুন চ্যালেঞ্জ আসবে। এসব মোকাবিলায় সরকার প্রয়োজনীয় প্রস্তুতি গ্রহণ করছে। করা হয়েছে। প্রেস সচিব বলেন, উত্তরণের পর বাণিজ্য সুবিধা, রপ্তানি ও বিনিয়োগ খাতে নতুন চ্যালেঞ্জ আসবে। এসব মোকাবিলায় সরকার প্রয়োজনীয় প্রস্তুতি গ্রহণ করছে। করা হয়েছে। প্রেস সচিব বলেন, উত্তরণের পর বাণিজ্য সুবিধা, রপ্তানি ও বিনিয়োগ খাতে নতুন চ্যালেঞ্জ আসবে। এসব মোকাবিলায় সরকার প্রয়োজনীয় প্রস্তুতি গ্রহণ করছে। করা হয়েছে। প্রেস সচিব বলেন, উত্তরণের পর বাণিজ্য সুবিধা, রপ্তানি ও বিনিয়োগ খাতে নতুন চ্যালেঞ্জ আসবে। এসব মোকাবিলায় সরকার প্রয়োজনীয় প্রস্তুতি গ্রহণ করছে। করা হয়েছে। প্রেস সচিব বলেন, উত্তরণের পর বাণিজ্য সুবিধা, রপ্তানি ও বিনিয়োগ খাতে নতুন চ্যালেঞ্জ আস	[342, 1439, 652, 1753]
article-continuation: রাজপথ দখল করে নেয়ে আমরা বিজয়ী হয়েছিলাম। দেশের জনগণ ঐক্যবদ্ধ হয়ে স্বৈরাচারের বিরুদ্ধে লড়াই করেছে। সেই সংগ্রামী অধ্যায় জাতির ইতিহাসে চিরকাল স্মরণীয় হয়ে থাকবে। রাজপথ দখল করে নেয়ে আমরা বিজয়ী হয়েছিলাম। দেশের জনগণ ঐক্যবদ্ধ হয়ে স্বৈরাচারের বিরুদ্ধে লড়াই করেছে। সেই সংগ্রামী অধ্যায় জাতির ইতিহাসে চিরকাল স্মরণীয় হয়ে থাকবে। রাজপথ দখল করে নেয়ে আমরা বিজয়ী হয়েছিলাম। দেশের জনগণ ঐক্যবদ্ধ হয়ে স্বৈরাচারের বিরুদ্ধে লড়াই করেছে। সেই সংগ্রামী অধ্যায় জাতির ইতিহাসে চিরকাল স্মরণীয় হয়ে থাকবে। রাজপথ দখল করে নেয়ে আমরা বিজয়ী হয়েছিলাম। দেশের জনগণ ঐক্যবদ্ধ হয়ে স্বৈরাচারের বিরুদ্ধে লড়াই করেছে। সেই সংগ্রামী অধ্যায় জাতির ইতিহাসে চিরকাল স্মরণীয় হয়ে থাকবে। রাজপথ দখল করে নেয়ে আমরা বিজয়ী হয়েছিলাম। দেশের জনগণ ঐক্যবদ্ধ হয়ে স্বৈরাচারের বিরুদ্ধে লড়াই করেছে। সেই সংগ্রামী অধ্যায় জাতির ইতিহাসে চিরকাল স্মরণীয় হয়ে থাকবে। রাজপথ দখল করে নেয়ে আমরা বিজয়ী হয়েছিলাম। দেশের জনগণ ঐক্যবদ্ধ হয়ে স্বৈরাচারের বিরুদ্ধে লড়াই করেছে। সেই সংগ্রামী অধ্যায় জাতির ইতিহাসে চিরকাল স্মরণীয় হয়ে থাকবে। রাজপথ দখল করে নেয়ে আমরা বিজয়ী হয়েছিলাম। দেশের জনগণ ঐক্যবদ্ধ হয়ে স্বৈরাচারের বিরুদ্ধে লড়াই করেছে। সেই সংগ্রামী অধ্যায় জাতির ইতিহাসে চিরকাল স্মরণীয় হয়ে থাকবে। রাজপথ দখল করে নেয়ে আমরা বিজয়ী হয়েছিলাম। দেশের জনগণ ঐক্যবদ্ধ হয়ে স্বৈরাচারের বিরুদ্ধে লড়াই করেছে। সেই সংগ্রামী অধ্যায় জাতির ইতিহাসে চিরকাল স্মরণীয় হয়ে থাকবে। রাজপথ দখল করে নেয়ে আমরা বিজয়ী হয়েছিলাম। দেশের জনগণ ঐক্যবদ্ধ হয়ে স্বৈরাচারের বিরুদ্ধে লড়াই করেছে। সেই সংগ্রামী অধ্যা	[665, 556, 975, 992]
article-continuation: অসুস্থ হওয়ার পর তাকে উন্নত চিকিৎসার জন্য নিয়ে আসা হয়। পরবর্তীতে তার অবস্থার অবনতি হলে তাকে আইসিইউতে স্থানান্তর করা হয়। সেখানে চিকিৎসাধীন অবস্থায় সে মৃত্যুবরণ করে। অসুস্থ হওয়ার পর তাকে উন্নত চিকিৎসার জন্য নিয়ে আসা হয়। পরবর্তীতে তার অবস্থার অবনতি হলে তাকে আইসিইউতে স্থানান্তর করা হয়। সেখানে চিকিৎসাধীন অবস্থায় সে মৃত্যুবরণ করে। অসুস্থ হওয়ার পর তাকে উন্নত চিকিৎসার জন্য নিয়ে আসা হয়। পরবর্তীতে তার অবস্থার অবনতি হলে তাকে আইসিইউতে স্থানান্তর করা হয়। সেখানে চিকিৎসাধীন অবস্থায় সে মৃত্যুবরণ করে। অসুস্থ হওয়ার পর তাকে উন্নত চিকিৎসার জন্য নিয়ে আসা হয়। পরবর্তীতে তার অবস্থার অবনতি হলে তাকে আইসিইউতে স্থানান্তর করা হয়। সেখানে চিকিৎসাধীন অবস্থায় সে মৃত্যুবরণ করে। অসুস্থ হওয়ার পর তাকে উন্নত চিকিৎসার জন্য নিয়ে আসা হয়। পরবর্তীতে তার অবস্থার অবনতি হলে তাকে আইসিইউতে স্থানান্তর করা হয়। সেখানে চিকিৎসাধীন অবস্থায় সে মৃত্যুবরণ করে। অসুস্থ হওয়ার পর তাকে উন্নত চিকিৎসার জন্য নিয়ে আসা হয়। পরবর্তীতে তার অবস্থার অবনতি হলে তাকে আইসিইউতে স্থানান্তর করা হয়। সেখানে চিকিৎসাধীন অবস্থায় সে মৃত্যুবরণ করে। অসুস্থ হওয়ার পর তাকে উন্নত চিকিৎসার জন্য নিয়ে আসা হয়। পরবর্তীতে তার অবস্থার অবনতি হলে তাকে আইসিইউতে স্থানান্তর করা হয়। সেখানে চিকিৎসাধীন অবস্থায় সে মৃত্যুবরণ করে। অসুস্থ হওয়ার পর তাকে উন্নত চিকিৎসার জন্য নিয়ে আসা হয়। পরবর্তীতে তার অবস্থার অবনতি হলে তাকে আইসিইউতে স্থানান্তর করা হয়। সেখানে চিকিৎসাধীন অবস্থায় সে মৃত্যুবরণ করে। অসুস্থ হওয়ার পর তাকে উন্নত চিকিৎসার জন্য নিয়ে আসা হয়। পরবর্তীতে তার অবস্থার অবনতি হলে তাকে আইসিইউতে স্থানান্তর করা হয়। সেখানে চিকিৎসাধীন অবস্থায় সে মৃত্যুবরণ করে। অসুস্থ হওয়ার পর তাকে উন্নত চিকিৎসার জন্য নিয়ে আসা হয়। পরবর্তীতে তার অবস্থার অবনতি হলে	[19, 1687, 328, 2194]
column-2	[342, 93, 652, 2073]
article	[976, 97, 1286, 460]
issue-date: শুক্রবার ১৪ মার্চ ২০২৫ ইং	[26, 52, 181, 69]
article-continuation: করেন। নেটিশে বলা হয়েছে, নারী ও শিশু নির্যাতন দমন আইনের বিশেষ বিধান অনুসারে তদন্ত ও বিচার কার্যক্রম দ্রুত সম্পন্ন করা হবে। শিশুটির মৃত্যুর ঘটনায় সারা দেশে শোকের ছায়া নেমে এসেছে। করেন। নেটিশে বলা হয়েছে, নারী ও শিশু নির্যাতন দমন আইনের বিশেষ বিধান অনুসারে তদন্ত ও বিচার কার্যক্রম দ্রুত সম্পন্ন করা হবে। শিশুটির মৃত্যুর ঘটনায় সারা দেশে শোকের ছায়া নেমে এসেছে। করেন। নেটিশে বলা হয়েছে, নারী ও শিশু নির্যাতন দমন আইনের বিশেষ বিধান অনুসারে তদন্ত ও বিচার কার্যক্রম দ্রুত সম্পন্ন করা হবে। শিশুটির মৃত্যুর ঘটনায় সারা দেশে শোকের ছায়া নেমে এসেছে। করেন। নেটিশে বলা হয়েছে, নারী ও শিশু নির্যাতন দমন আইনের বিশেষ বিধান অনুসারে তদন্ত ও বিচার কার্যক্রম দ্রুত সম্পন্ন করা হবে। শিশুটির মৃত্যুর ঘটনায় সারা দেশে শোকের ছায়া নেমে এসেছে। করেন। নেটিশে বলা হয়েছে, নারী ও শিশু নির্যাতন দমন আইনের বিশেষ বিধান অনুসারে তদন্ত ও বিচার কার্যক্রম দ্রুত সম্পন্ন করা হবে। শিশুটির মৃত্যুর ঘটনায় সারা দেশে শোকের ছায়া নেমে এসেছে। করেন। নেটিশে বলা হয়েছে, নারী ও শিশু নির্যাতন দমন আইনের বিশেষ বিধান অনুসারে তদন্ত ও বিচার কার্যক্রম দ্রুত সম্পন্ন করা হবে। শিশুটির মৃত্যুর ঘটনায় সারা দেশে শোকের ছায়া নেমে এসেছে। করেন। নেটিশে বলা হয়েছে, নারী ও শিশু নির্যাতন দমন আইনের বিশেষ বিধান অনুসারে তদন্ত ও বিচার কার্যক্রম দ্রুত সম্পন্ন করা হবে। শিশুটির মৃত্যুর ঘটনায় সারা দেশে শোকের ছায়া নেমে এসেছে। করেন। নেটিশে বলা হয়েছে, নারী ও শিশু নির্যাতন দমন আইনের বিশেষ বিধান অনুসারে তদন্ত ও বিচার কার্যক্রম দ্রুত সম্পন্ন করা হবে। শিশুটির মৃত্যুর ঘটনায় সারা দেশে শোকের ছায়া নেমে এসেছে। করেন। নেটিশে বলা হয়েছে, নারী ও শিশু নির্যাতন দমন আইনের বিশেষ বিধান অনুসারে তদন্ত ও বিচার কার্যক্রম দ্রুত সম্পন্ন করা হবে। শিশুটির মৃত্যুর ঘটনায় সারা দেশে শোকের ছায়া নেমে এসেছে। করেন। নেটিশে বলা হয়েছে, নারী ও শিশু নির্যাতন দমন আইনের বিশেষ বিধান অনুসারে তদন্ত ও বিচার কার্যক্রম দ্রুত সম্পন্ন করা হবে। শিশুটির মৃত্যুর ঘ	[342, 147, 652, 672]
article	[342, 93, 652, 674]
article-continuation: আমরা ২০২৬ সালে এলডিসি গ্র্যাজুয়েশন করবো। তিনি বলেন, বাংলাদেশ এ বিষয়ে সম্পূর্ণ প্রস্তুত এবং সেই লক্ষ্যে কাজ করছে। এলডিসি থেকে উত্তরণের পর দেশ নতুন চ্যালেঞ্জের মুখোমুখি হবে। আমরা ২০২৬ সালে এলডিসি গ্র্যাজুয়েশন করবো। তিনি বলেন, বাংলাদেশ এ বিষয়ে সম্পূর্ণ প্রস্তুত এবং সেই লক্ষ্যে কাজ করছে। এলডিসি থেকে উত্তরণের পর দেশ নতুন চ্যালেঞ্জের মুখোমুখি হবে। আমরা ২০২৬ সালে এলডিসি গ্র্যাজুয়েশন করবো। তিনি বলেন, বাংলাদেশ এ বিষয়ে সম্পূর্ণ প্রস্তুত এবং সেই লক্ষ্যে কাজ করছে। এলডিসি থেকে উত্তর	[19, 905, 328, 1060]
article	[976, 2230, 1286, 2576]
article-body: গতকাল দুর্নীতি দমন কমিশনের সমন্বিত জেলা কার্যালয়ে মামলাটি দায়ের করা হয়। অভিযুক্তদের বিরুদ্ধে ক্ষমতার অপব্যবহার ও অর্থ আত্মসাতের অভিযোগ আনা হয়েছে।	[976, 1673, 1286, 1722]
